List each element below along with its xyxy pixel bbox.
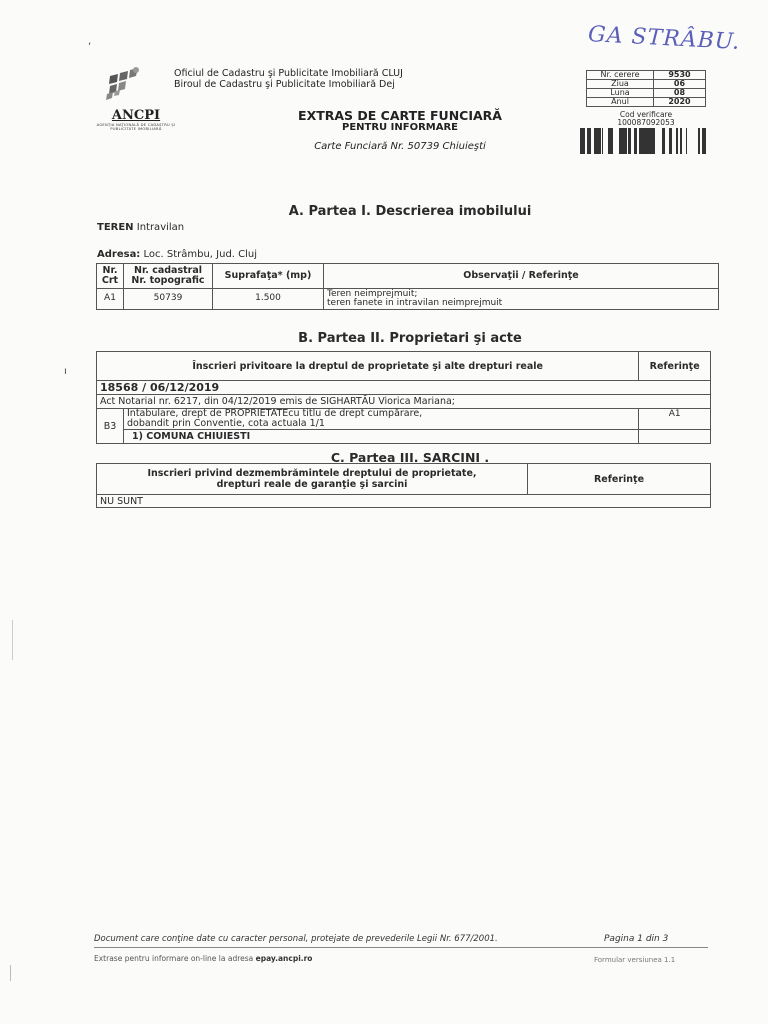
request-value: 06 (654, 80, 706, 89)
barcode-bar (641, 128, 644, 154)
ancpi-logo-icon (96, 64, 176, 144)
header-inscrieri-sarcini: Inscrieri privind dezmembrămintele dreptului de proprietate, drepturi reale de garanţie şi sarcini (97, 464, 528, 495)
barcode-bar (662, 128, 665, 154)
section-a-title: A. Partea I. Descrierea imobilului (288, 204, 532, 219)
online-site-link[interactable]: epay.ancpi.ro (255, 954, 313, 963)
logo-name: ANCPI (111, 108, 161, 123)
page-number: Pagina 1 din 3 (604, 934, 669, 944)
office-line-2: Biroul de Cadastru şi Publicitate Imobiliară Dej (174, 79, 395, 90)
office-line-1: Oficiul de Cadastru şi Publicitate Imobiliară CLUJ (174, 68, 403, 79)
header-referinte: Referinţe (639, 352, 711, 381)
scan-edge (10, 965, 11, 981)
ownership-header-row (97, 352, 711, 381)
barcode-bar (590, 128, 591, 154)
barcode-bar (621, 128, 624, 154)
parcel-table (96, 263, 719, 310)
ownership-table (96, 351, 711, 444)
header-nr-crt: Nr. Crt (97, 264, 124, 289)
handwritten-note: GA STRÂBU. (587, 22, 741, 55)
teren-label (97, 222, 184, 233)
barcode-bar (647, 128, 648, 154)
section-b-title: B. Partea II. Proprietari şi acte (298, 331, 522, 346)
barcode-bar (680, 128, 681, 154)
barcode-bar (599, 128, 601, 154)
barcode-bar (628, 128, 631, 154)
address-label: Adresa: (97, 249, 141, 260)
act-notarial: Act Notarial nr. 6217, din 04/12/2019 emis de SIGHARTĂU Viorica Mariana; (97, 395, 711, 409)
entry-code: B3 (97, 409, 124, 444)
header-inscrieri: Înscrieri privitoare la dreptul de proprietate şi alte drepturi reale (97, 352, 639, 381)
barcode-bar (608, 128, 610, 154)
request-table (586, 70, 706, 107)
barcode-bar (619, 128, 621, 154)
header-suprafata: Suprafaţa* (mp) (213, 264, 324, 289)
barcode-bar (686, 128, 687, 154)
cell-observatii: Teren neimprejmuit; teren fanete in intravilan neimprejmuit (324, 289, 719, 310)
scan-mark: , (88, 36, 92, 47)
barcode-bar (602, 128, 603, 154)
barcode-bar (594, 128, 596, 154)
encumbrances-header-row (97, 464, 711, 495)
address-value: Loc. Strâmbu, Jud. Cluj (140, 249, 258, 260)
encumbrances-table (96, 463, 711, 508)
scan-edge (12, 620, 13, 660)
barcode-bar (634, 128, 637, 154)
barcode-icon (580, 128, 708, 154)
request-label: Luna (587, 89, 654, 98)
teren-kind: Intravilan (133, 222, 185, 233)
entry-reference: A1 (639, 409, 711, 430)
cf-number: Carte Funciară Nr. 50739 Chiuieşti (314, 141, 486, 152)
request-label: Ziua (587, 80, 654, 89)
request-row (587, 71, 706, 80)
encumbrances-value: NU SUNT (97, 495, 711, 508)
barcode-bar (676, 128, 678, 154)
barcode-bar (582, 128, 584, 154)
barcode-bar (703, 128, 706, 154)
barcode-bar (639, 128, 641, 154)
logo-subtitle: AGENŢIA NAŢIONALĂ DE CADASTRU ŞI PUBLICITATE IMOBILIARĂ (96, 123, 176, 132)
barcode-bar (648, 128, 651, 154)
entry-description: Intabulare, drept de PROPRIETATEcu titlu de drept cumpărare, dobandit prin Conventie, cota actuala 1/1 (124, 409, 639, 430)
request-row (587, 80, 706, 89)
barcode-bar (644, 128, 647, 154)
request-value: 08 (654, 89, 706, 98)
barcode-bar (596, 128, 599, 154)
owner-name: 1) COMUNA CHIUIESTI (124, 430, 639, 444)
logo-text (96, 108, 176, 131)
office-info (174, 68, 403, 90)
request-value: 2020 (654, 98, 706, 107)
table-row (97, 395, 711, 409)
address (97, 249, 257, 260)
scan-mark: ı (64, 366, 67, 377)
document-title: EXTRAS DE CARTE FUNCIARĂ (298, 108, 502, 123)
form-version: Formular versiunea 1.1 (594, 956, 676, 964)
barcode-bar (698, 128, 700, 154)
table-row (97, 381, 711, 395)
cell-nr-crt: A1 (97, 289, 124, 310)
request-label: Anul (587, 98, 654, 107)
section-c-title: C. Partea III. SARCINI . (330, 450, 490, 465)
barcode-bar (651, 128, 653, 154)
empty-cell (639, 430, 711, 444)
cod-value: 100087092053 (617, 118, 675, 127)
footer-divider (94, 947, 708, 948)
barcode-bar (669, 128, 672, 154)
barcode-bar (681, 128, 682, 154)
barcode-bar (587, 128, 590, 154)
barcode-bar (580, 128, 582, 154)
table-row (97, 409, 711, 430)
header-referinte-sarcini: Referinţe (528, 464, 711, 495)
cell-suprafata: 1.500 (213, 289, 324, 310)
header-observatii: Observaţii / Referinţe (324, 264, 719, 289)
header-nr-cadastral: Nr. cadastral Nr. topografic (124, 264, 213, 289)
request-value: 9530 (654, 71, 706, 80)
request-row (587, 98, 706, 107)
cod-label: Cod verificare (619, 110, 673, 119)
barcode-bar (611, 128, 613, 154)
table-row (97, 430, 711, 444)
request-label: Nr. cerere (587, 71, 654, 80)
personal-data-note: Document care conţine date cu caracter personal, protejate de prevederile Legii Nr. 677/2001. (94, 934, 498, 944)
verification-code (586, 111, 706, 127)
barcode-bar (702, 128, 703, 154)
teren-type: TEREN (97, 222, 134, 233)
barcode-bar (610, 128, 611, 154)
cell-nr-cadastral: 50739 (124, 289, 213, 310)
parcel-header-row (97, 264, 719, 289)
entry-number: 18568 / 06/12/2019 (97, 381, 711, 395)
barcode-bar (584, 128, 585, 154)
barcode-bar (624, 128, 627, 154)
table-row (97, 495, 711, 508)
table-row (97, 289, 719, 310)
online-note: Extrase pentru informare on-line la adresa epay.ancpi.ro (94, 954, 313, 963)
document-subtitle: PENTRU INFORMARE (342, 122, 458, 133)
barcode-bar (653, 128, 655, 154)
